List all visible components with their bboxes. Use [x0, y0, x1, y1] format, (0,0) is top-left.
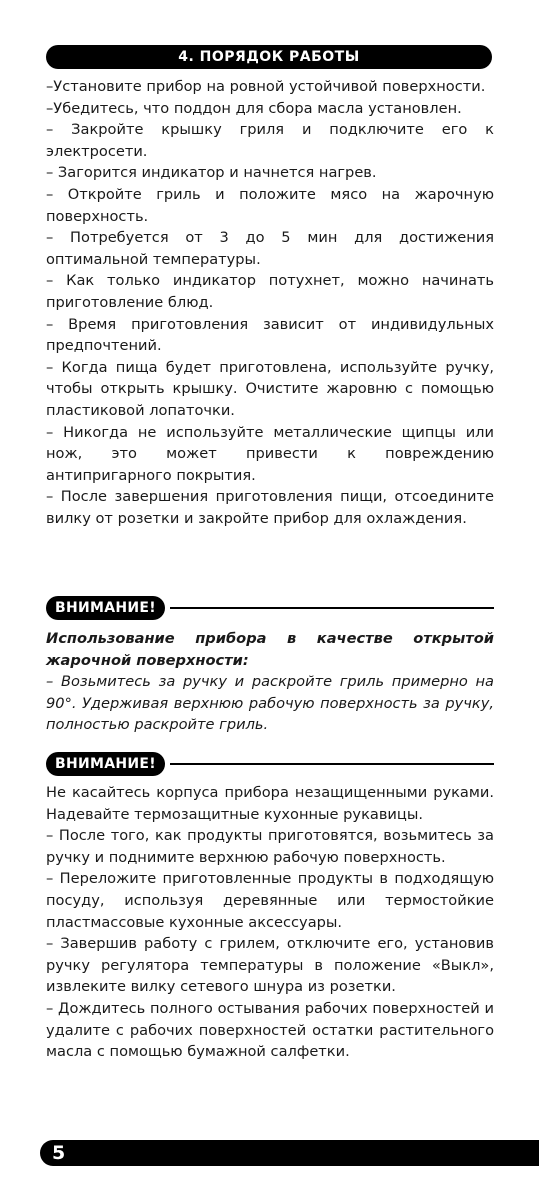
step-item: – Потребуется от 3 до 5 мин для достижения оптимальной температуры. — [46, 229, 494, 268]
warning-badge: ВНИМАНИЕ! — [46, 596, 165, 620]
step-item: – Когда пища будет приготовлена, используйте ручку, чтобы открыть крышку. Очистите жаровню с помощью пластиковой лопаточки. — [46, 358, 494, 419]
warning-text: – Возьмитесь за ручку и раскройте гриль примерно на 90°. Удерживая верхнюю рабочую поверхность за ручку, полностью раскройте гриль. — [46, 673, 494, 734]
step-item: – Время приготовления зависит от индивидульных предпочтений. — [46, 315, 494, 355]
step-item: – Как только индикатор потухнет, можно начинать приготовление блюд. — [46, 272, 494, 311]
step-item: – Загорится индикатор и начнется нагрев. — [46, 164, 377, 182]
step-item: –Убедитесь, что поддон для сбора масла установлен. — [46, 99, 462, 117]
warning-item: Не касайтесь корпуса прибора незащищенными руками. Надевайте термозащитные кухонные рукавицы. — [46, 784, 494, 823]
footer-bar — [40, 1140, 539, 1166]
section-title: 4. ПОРЯДОК РАБОТЫ — [46, 45, 492, 69]
step-item: – Закройте крышку гриля и подключите его к электросети. — [46, 121, 494, 160]
page-number: 5 — [52, 1142, 66, 1164]
warning-badge: ВНИМАНИЕ! — [46, 752, 165, 776]
operation-steps — [46, 76, 494, 529]
divider — [170, 763, 494, 765]
step-item: – Откройте гриль и положите мясо на жарочную поверхность. — [46, 185, 494, 225]
warning-item: – Дождитесь полного остывания рабочих поверхностей и удалите с рабочих поверхностей остатки растительного масла с помощью бумажной салфетки. — [46, 999, 494, 1061]
step-item: – Никогда не используйте металлические щипцы или нож, это может привести к повреждению антипригарного покрытия. — [46, 423, 494, 484]
divider — [170, 607, 494, 609]
step-item: –Установите прибор на ровной устойчивой поверхности. — [46, 78, 486, 95]
step-item: – После завершения приготовления пищи, отсоедините вилку от розетки и закройте прибор для охлаждения. — [46, 488, 494, 527]
warning-heading: Использование прибора в качестве открытой жарочной поверхности: — [46, 630, 494, 669]
warning-2-body — [46, 782, 494, 1063]
warning-1-body — [46, 628, 494, 736]
warning-item: – Переложите приготовленные продукты в подходящую посуду, используя деревянные или термостойкие пластмассовые кухонные аксессуары. — [46, 870, 494, 931]
warning-item: – Завершив работу с грилем, отключите его, установив ручку регулятора температуры в положение «Выкл», извлеките вилку сетевого шнура из розетки. — [46, 935, 494, 996]
warning-header-2 — [46, 752, 494, 776]
warning-header-1 — [46, 596, 494, 620]
warning-item: – После того, как продукты приготовятся, возьмитесь за ручку и поднимите верхнюю рабочую поверхность. — [46, 827, 494, 866]
